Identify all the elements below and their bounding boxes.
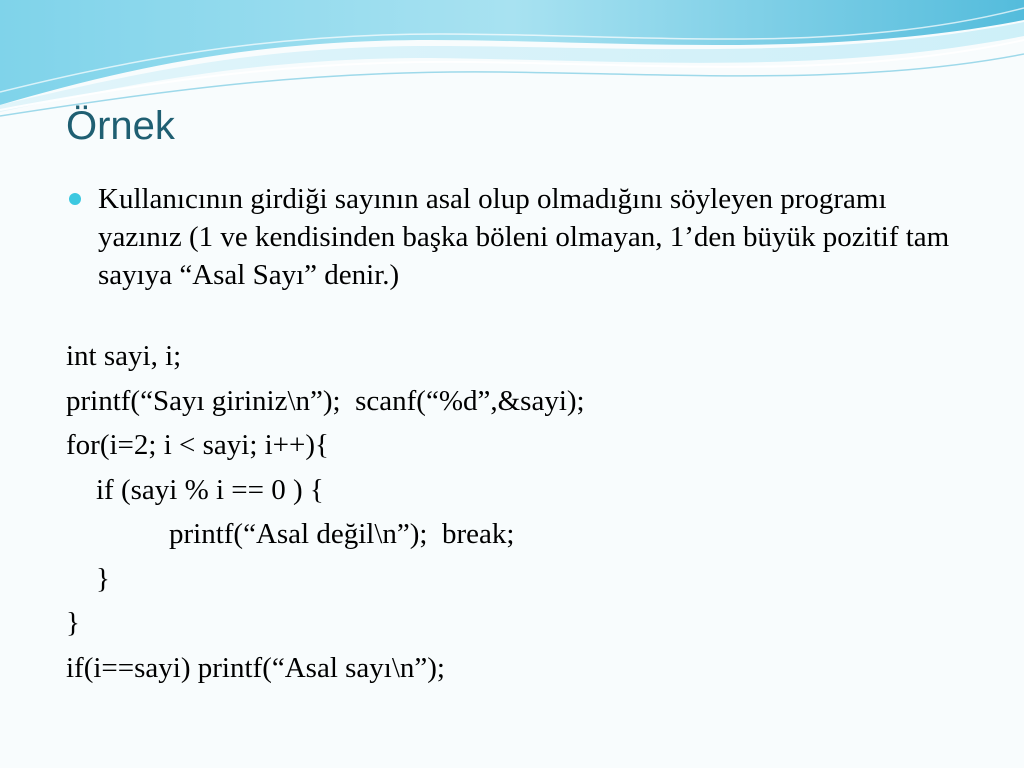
bullet-text: Kullanıcının girdiği sayının asal olup olmadığını söyleyen programı yazınız (1 ve kendisinden başka böleni olmayan, 1’den büyük pozitif tam sayıya “Asal Sayı” denir.) bbox=[98, 183, 950, 291]
code-line: printf(“Sayı giriniz\n”); scanf(“%d”,&sayi); bbox=[66, 384, 585, 417]
bullet-item bbox=[66, 180, 966, 294]
bullet-dot-icon bbox=[69, 193, 81, 205]
code-line: } bbox=[96, 562, 110, 595]
code-block bbox=[66, 334, 966, 690]
code-line: printf(“Asal değil\n”); break; bbox=[169, 518, 515, 550]
slide-title: Örnek bbox=[66, 104, 175, 148]
code-line: } bbox=[66, 607, 80, 639]
code-line: int sayi, i; bbox=[66, 340, 182, 372]
slide-content bbox=[66, 180, 966, 690]
code-line: if(i==sayi) printf(“Asal sayı\n”); bbox=[66, 651, 445, 684]
code-line: for(i=2; i < sayi; i++){ bbox=[66, 429, 329, 461]
code-line: if (sayi % i == 0 ) { bbox=[96, 473, 324, 506]
